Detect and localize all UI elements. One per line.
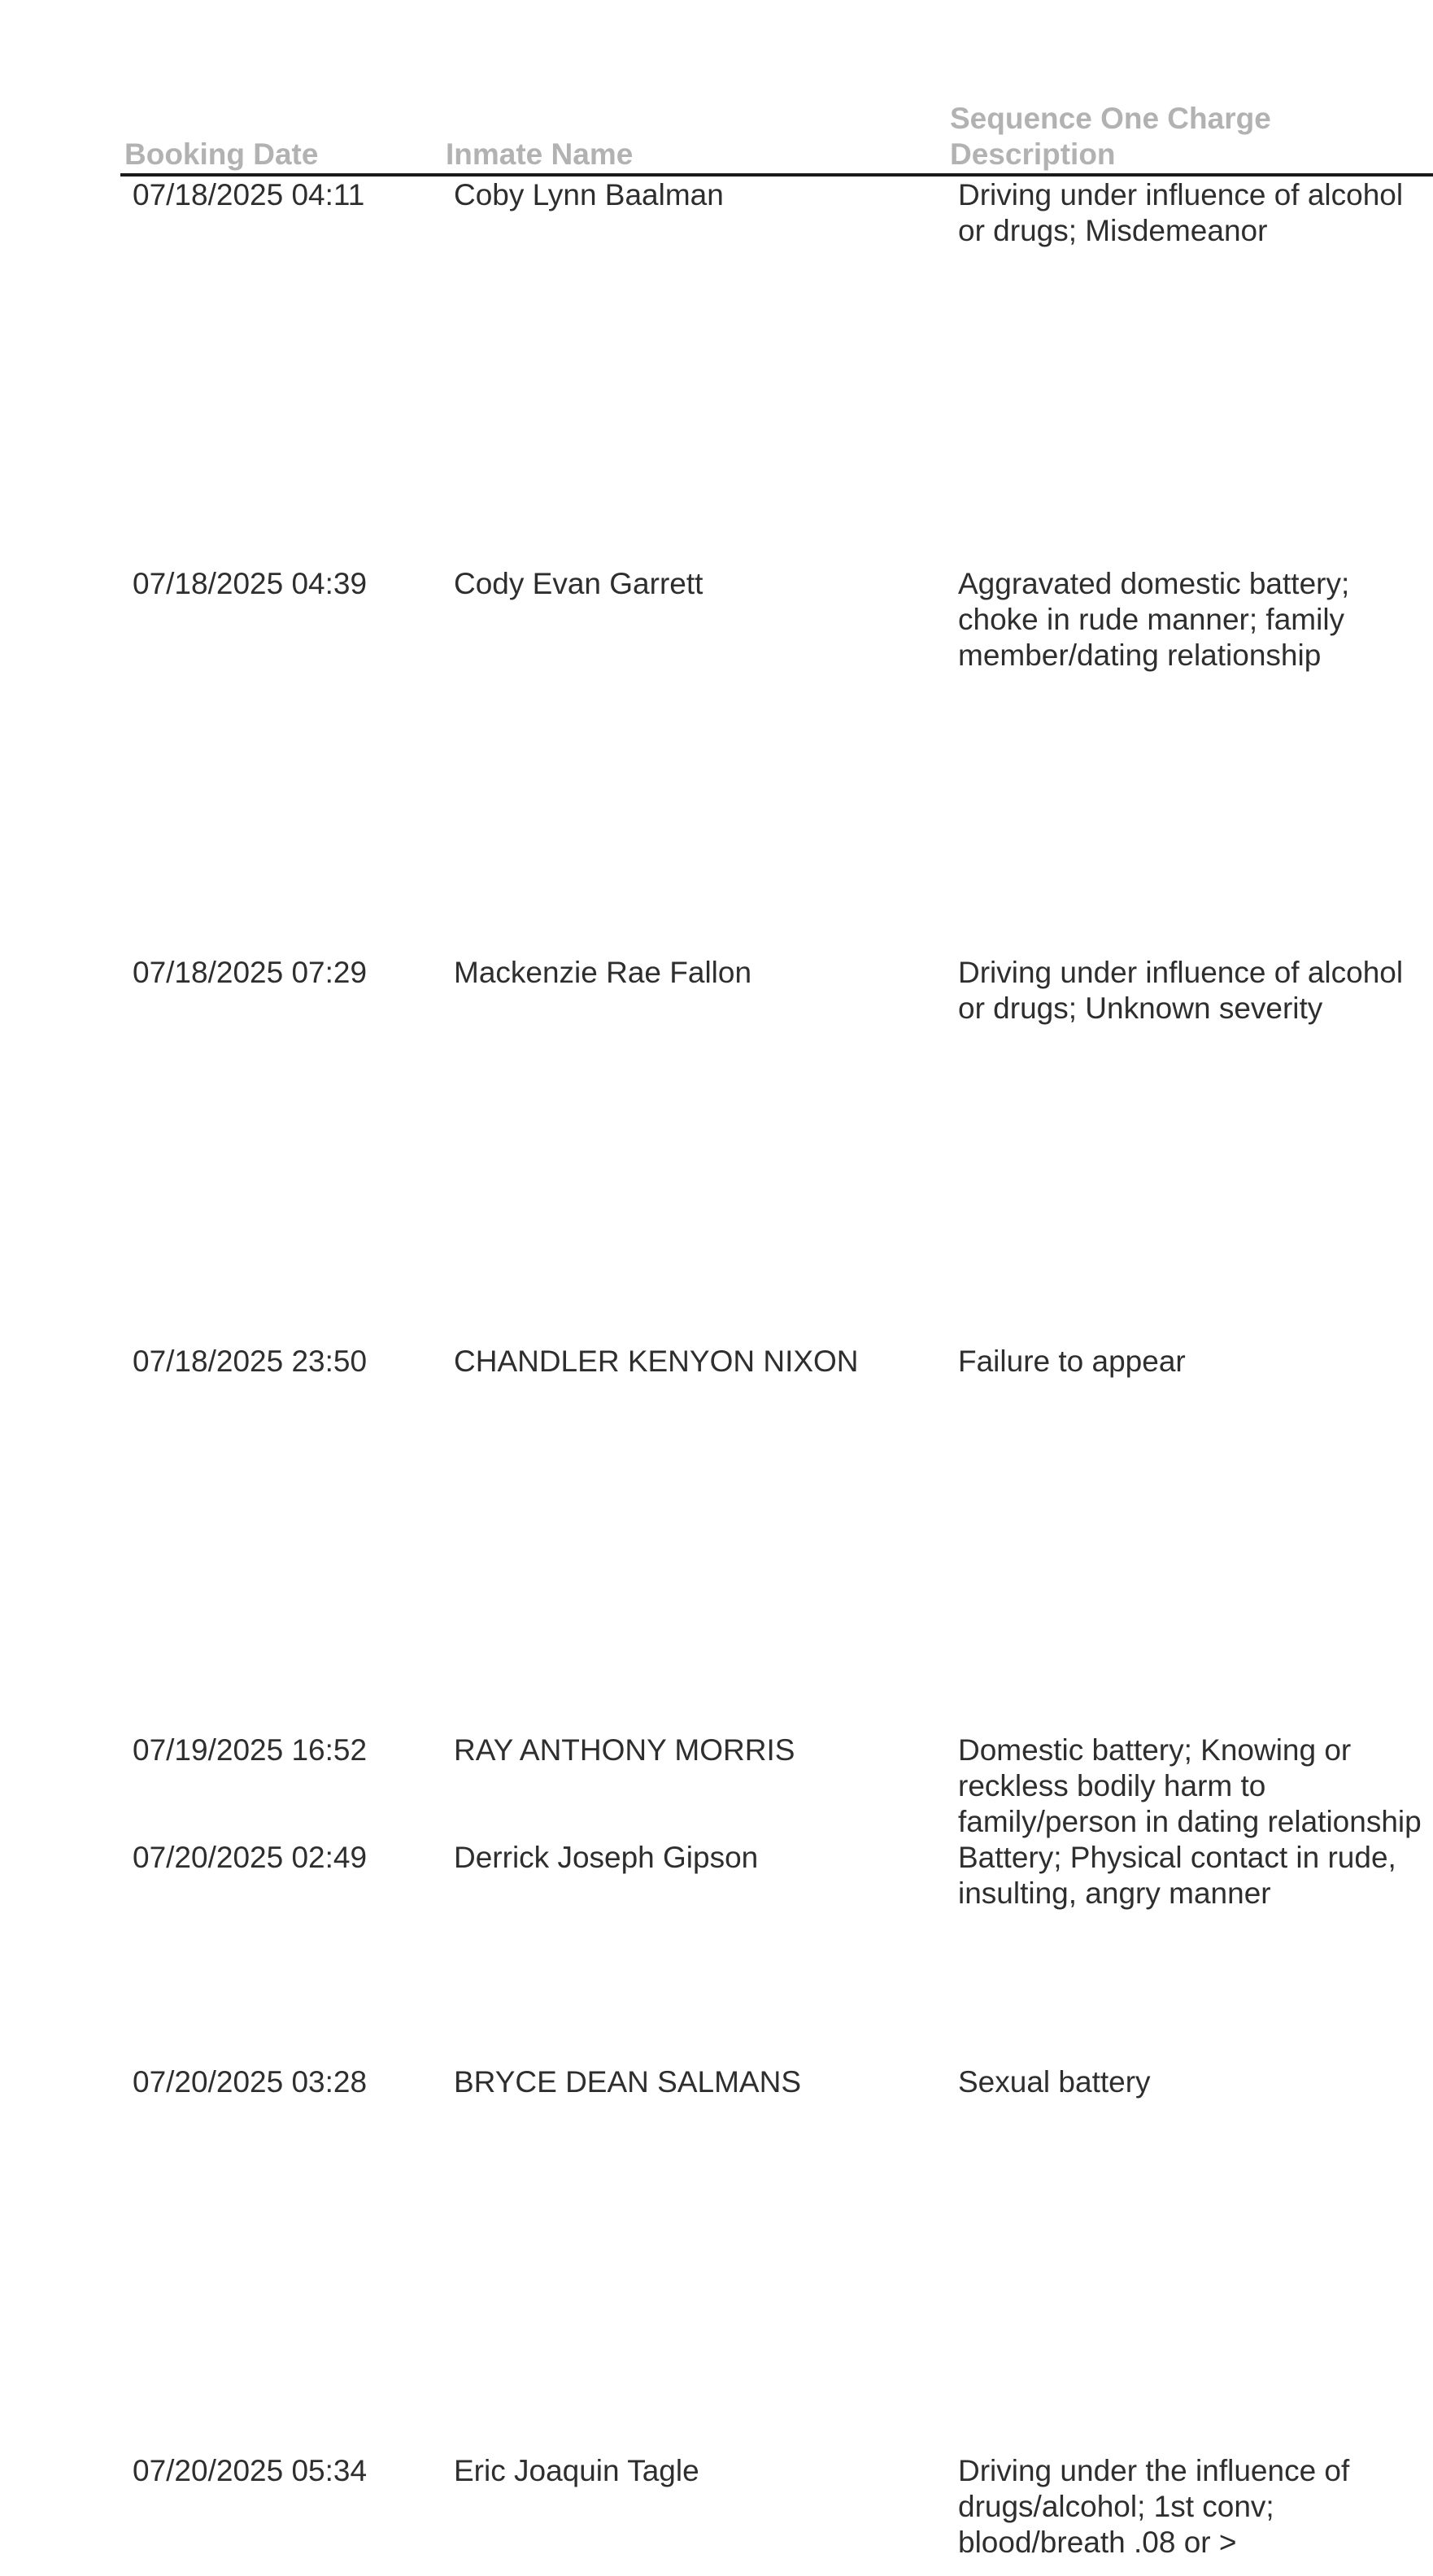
inmate-name-cell: CHANDLER KENYON NIXON (454, 1345, 859, 1378)
booking-date-cell: 07/18/2025 23:50 (133, 1345, 368, 1378)
inmate-name-cell: Coby Lynn Baalman (454, 178, 724, 211)
booking-date-cell: 07/18/2025 04:11 (133, 178, 365, 211)
booking-date-cell: 07/18/2025 07:29 (133, 956, 368, 989)
inmate-name-cell: Mackenzie Rae Fallon (454, 956, 752, 989)
booking-date-cell: 07/20/2025 02:49 (133, 1841, 368, 1874)
inmate-name-cell: Derrick Joseph Gipson (454, 1841, 759, 1874)
charge-description-cell: Driving under influence of alcohol or drugs; Unknown severity (958, 956, 1404, 1025)
charge-description-cell: Failure to appear (958, 1345, 1186, 1378)
charge-description-cell: Driving under influence of alcohol or drugs; Misdemeanor (958, 178, 1404, 247)
charge-description-cell: Battery; Physical contact in rude, insulting, angry manner (958, 1841, 1396, 1910)
booking-date-cell: 07/19/2025 16:52 (133, 1733, 368, 1767)
inmate-name-cell: Cody Evan Garrett (454, 567, 703, 600)
inmate-name-cell: BRYCE DEAN SALMANS (454, 2065, 801, 2099)
inmate-name-cell: RAY ANTHONY MORRIS (454, 1733, 795, 1767)
header-charge-description: Sequence One Charge Description (950, 102, 1271, 171)
booking-date-cell: 07/20/2025 05:34 (133, 2454, 368, 2487)
inmate-name-cell: Eric Joaquin Tagle (454, 2454, 699, 2487)
header-booking-date: Booking Date (124, 137, 319, 171)
charge-description-cell: Driving under the influence of drugs/alcohol; 1st conv; blood/breath .08 or > (958, 2454, 1350, 2559)
header-rule (120, 173, 1433, 177)
booking-date-cell: 07/20/2025 03:28 (133, 2065, 368, 2099)
charge-description-cell: Aggravated domestic battery; choke in rude manner; family member/dating relationship (958, 567, 1350, 672)
header-inmate-name: Inmate Name (446, 137, 634, 171)
booking-date-cell: 07/18/2025 04:39 (133, 567, 368, 600)
charge-description-cell: Domestic battery; Knowing or reckless bodily harm to family/person in dating relationship (958, 1733, 1422, 1838)
charge-description-cell: Sexual battery (958, 2065, 1151, 2099)
